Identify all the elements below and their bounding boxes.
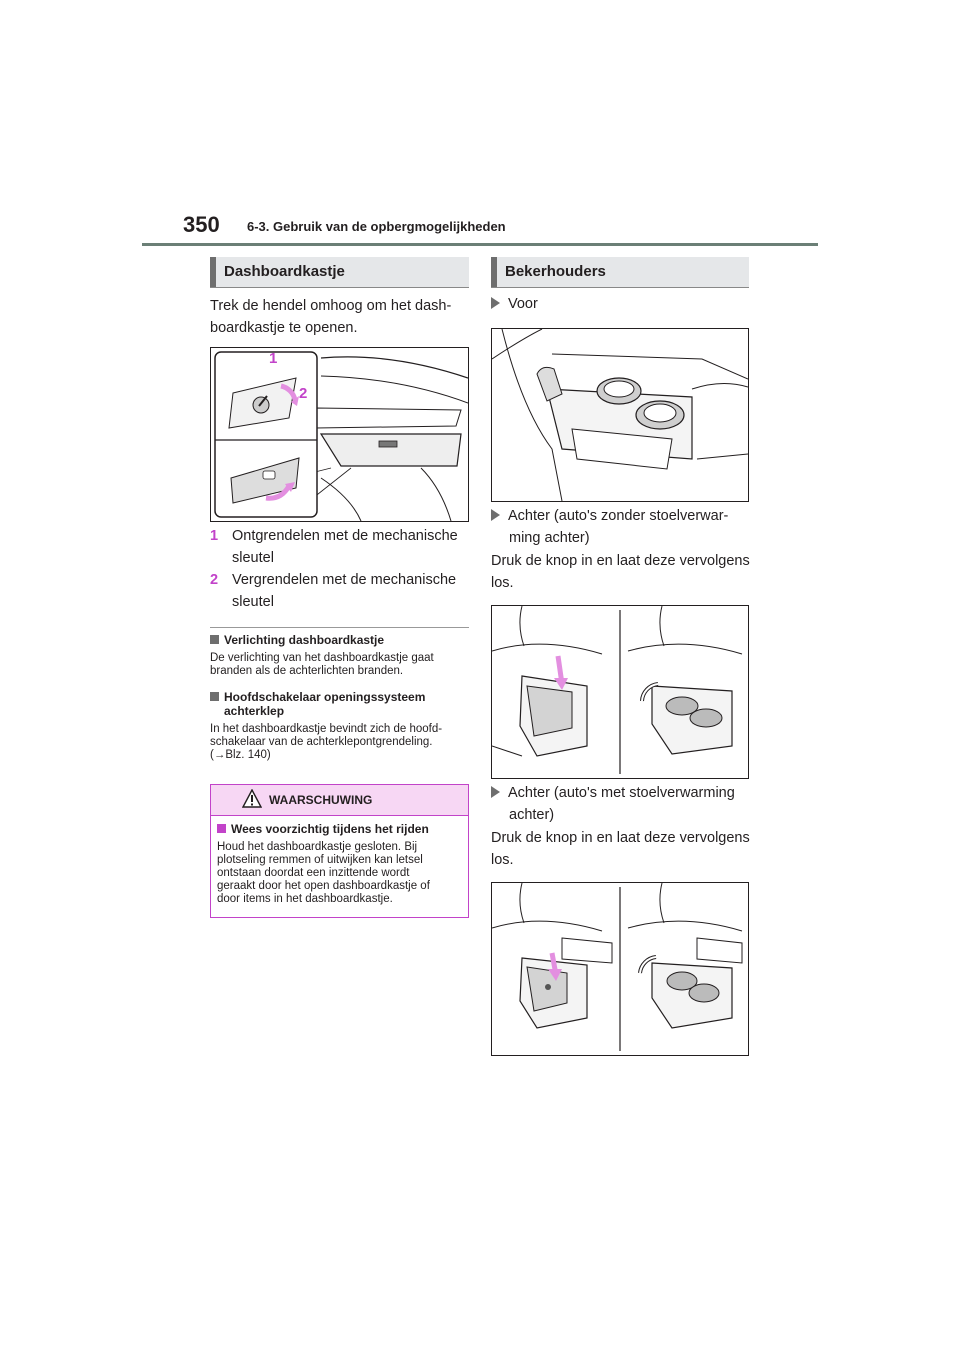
- note-lighting-line-1: De verlichting van het dashboardkastje gaat: [210, 652, 434, 664]
- bekerhouders-heading: Bekerhouders: [491, 257, 749, 287]
- item-2-line-2: sleutel: [232, 594, 274, 610]
- square-bullet-icon: [210, 635, 219, 644]
- note-tailgate-line-3: (→Blz. 140): [210, 749, 271, 761]
- item-2: [210, 569, 456, 613]
- figure-label-1: 1: [269, 350, 278, 367]
- warning-line-2: plotseling remmen of uitwijken kan letsel: [217, 854, 423, 866]
- square-bullet-icon: [210, 692, 219, 701]
- note-lighting-line-2: branden als de achterlichten branden.: [210, 665, 404, 677]
- intro-line-1: Trek de hendel omhoog om het dash-: [210, 298, 452, 314]
- note-tailgate-title-2: achterklep: [224, 704, 285, 718]
- note-tailgate: [210, 690, 472, 762]
- rear-no-heat-label: [491, 505, 728, 549]
- warning-icon: [242, 789, 262, 808]
- item-1: [210, 525, 458, 569]
- item-1-number: 1: [210, 528, 219, 544]
- triangle-bullet-icon: [491, 297, 500, 309]
- warning-line-5: door items in het dashboardkastje.: [217, 893, 393, 905]
- rear-cupholder-no-heat-figure: [491, 605, 749, 779]
- item-2-line-1: Vergrendelen met de mechanische: [232, 572, 457, 588]
- front-label: [491, 293, 538, 315]
- instruction-2-line-1: Druk de knop in en laat deze vervolgens: [491, 830, 750, 846]
- triangle-bullet-icon: [491, 509, 500, 521]
- rear-no-heat-line-2: ming achter): [509, 530, 590, 546]
- figure-label-2: 2: [299, 385, 308, 402]
- divider: [210, 627, 469, 628]
- rear-heat-line-1: Achter (auto's met stoelverwarming: [508, 785, 735, 801]
- warning-header: [211, 785, 468, 816]
- glovebox-figure: [210, 347, 469, 522]
- item-2-number: 2: [210, 572, 219, 588]
- warning-line-1: Houd het dashboardkastje gesloten. Bij: [217, 841, 418, 853]
- instruction-2-line-2: los.: [491, 852, 514, 868]
- item-1-line-2: sleutel: [232, 550, 274, 566]
- intro-line-2: boardkastje te openen.: [210, 320, 358, 336]
- note-tailgate-line-1: In het dashboardkastje bevindt zich de hoofd-: [210, 723, 443, 735]
- front-label-text: Voor: [508, 296, 538, 312]
- triangle-bullet-icon: [491, 786, 500, 798]
- instruction-1-line-2: los.: [491, 575, 514, 591]
- dashboardkastje-heading: Dashboardkastje: [210, 257, 469, 287]
- rear-no-heat-line-1: Achter (auto's zonder stoelverwar-: [508, 508, 729, 524]
- item-1-line-1: Ontgrendelen met de mechanische: [232, 528, 458, 544]
- note-lighting-title: Verlichting dashboardkastje: [224, 633, 385, 647]
- section-title: 6-3. Gebruik van de opbergmogelijkheden: [247, 219, 506, 234]
- instruction-1-line-1: Druk de knop in en laat deze vervolgens: [491, 553, 750, 569]
- instruction-1: [491, 550, 750, 594]
- warning-subtitle: Wees voorzichtig tijdens het rijden: [231, 822, 429, 836]
- warning-box: [210, 784, 469, 918]
- page-number: 350: [183, 212, 220, 237]
- warning-line-3: ontstaan doordat een inzittende wordt: [217, 867, 410, 879]
- warning-title: WAARSCHUWING: [269, 793, 373, 807]
- rear-cupholder-heat-figure: [491, 882, 749, 1056]
- square-bullet-icon: [217, 824, 226, 833]
- note-tailgate-line-2: schakelaar van de achterklepontgrendeling.: [210, 736, 433, 748]
- note-lighting: [210, 633, 469, 678]
- front-cupholder-figure: [491, 328, 749, 502]
- note-tailgate-title: Hoofdschakelaar openingssysteem: [224, 690, 426, 704]
- instruction-2: [491, 827, 750, 871]
- header-rule: [142, 243, 818, 246]
- intro-text: [210, 295, 451, 339]
- rear-heat-label: [491, 782, 735, 826]
- rear-heat-line-2: achter): [509, 807, 555, 823]
- warning-line-4: geraakt door het open dashboardkastje of: [217, 880, 430, 892]
